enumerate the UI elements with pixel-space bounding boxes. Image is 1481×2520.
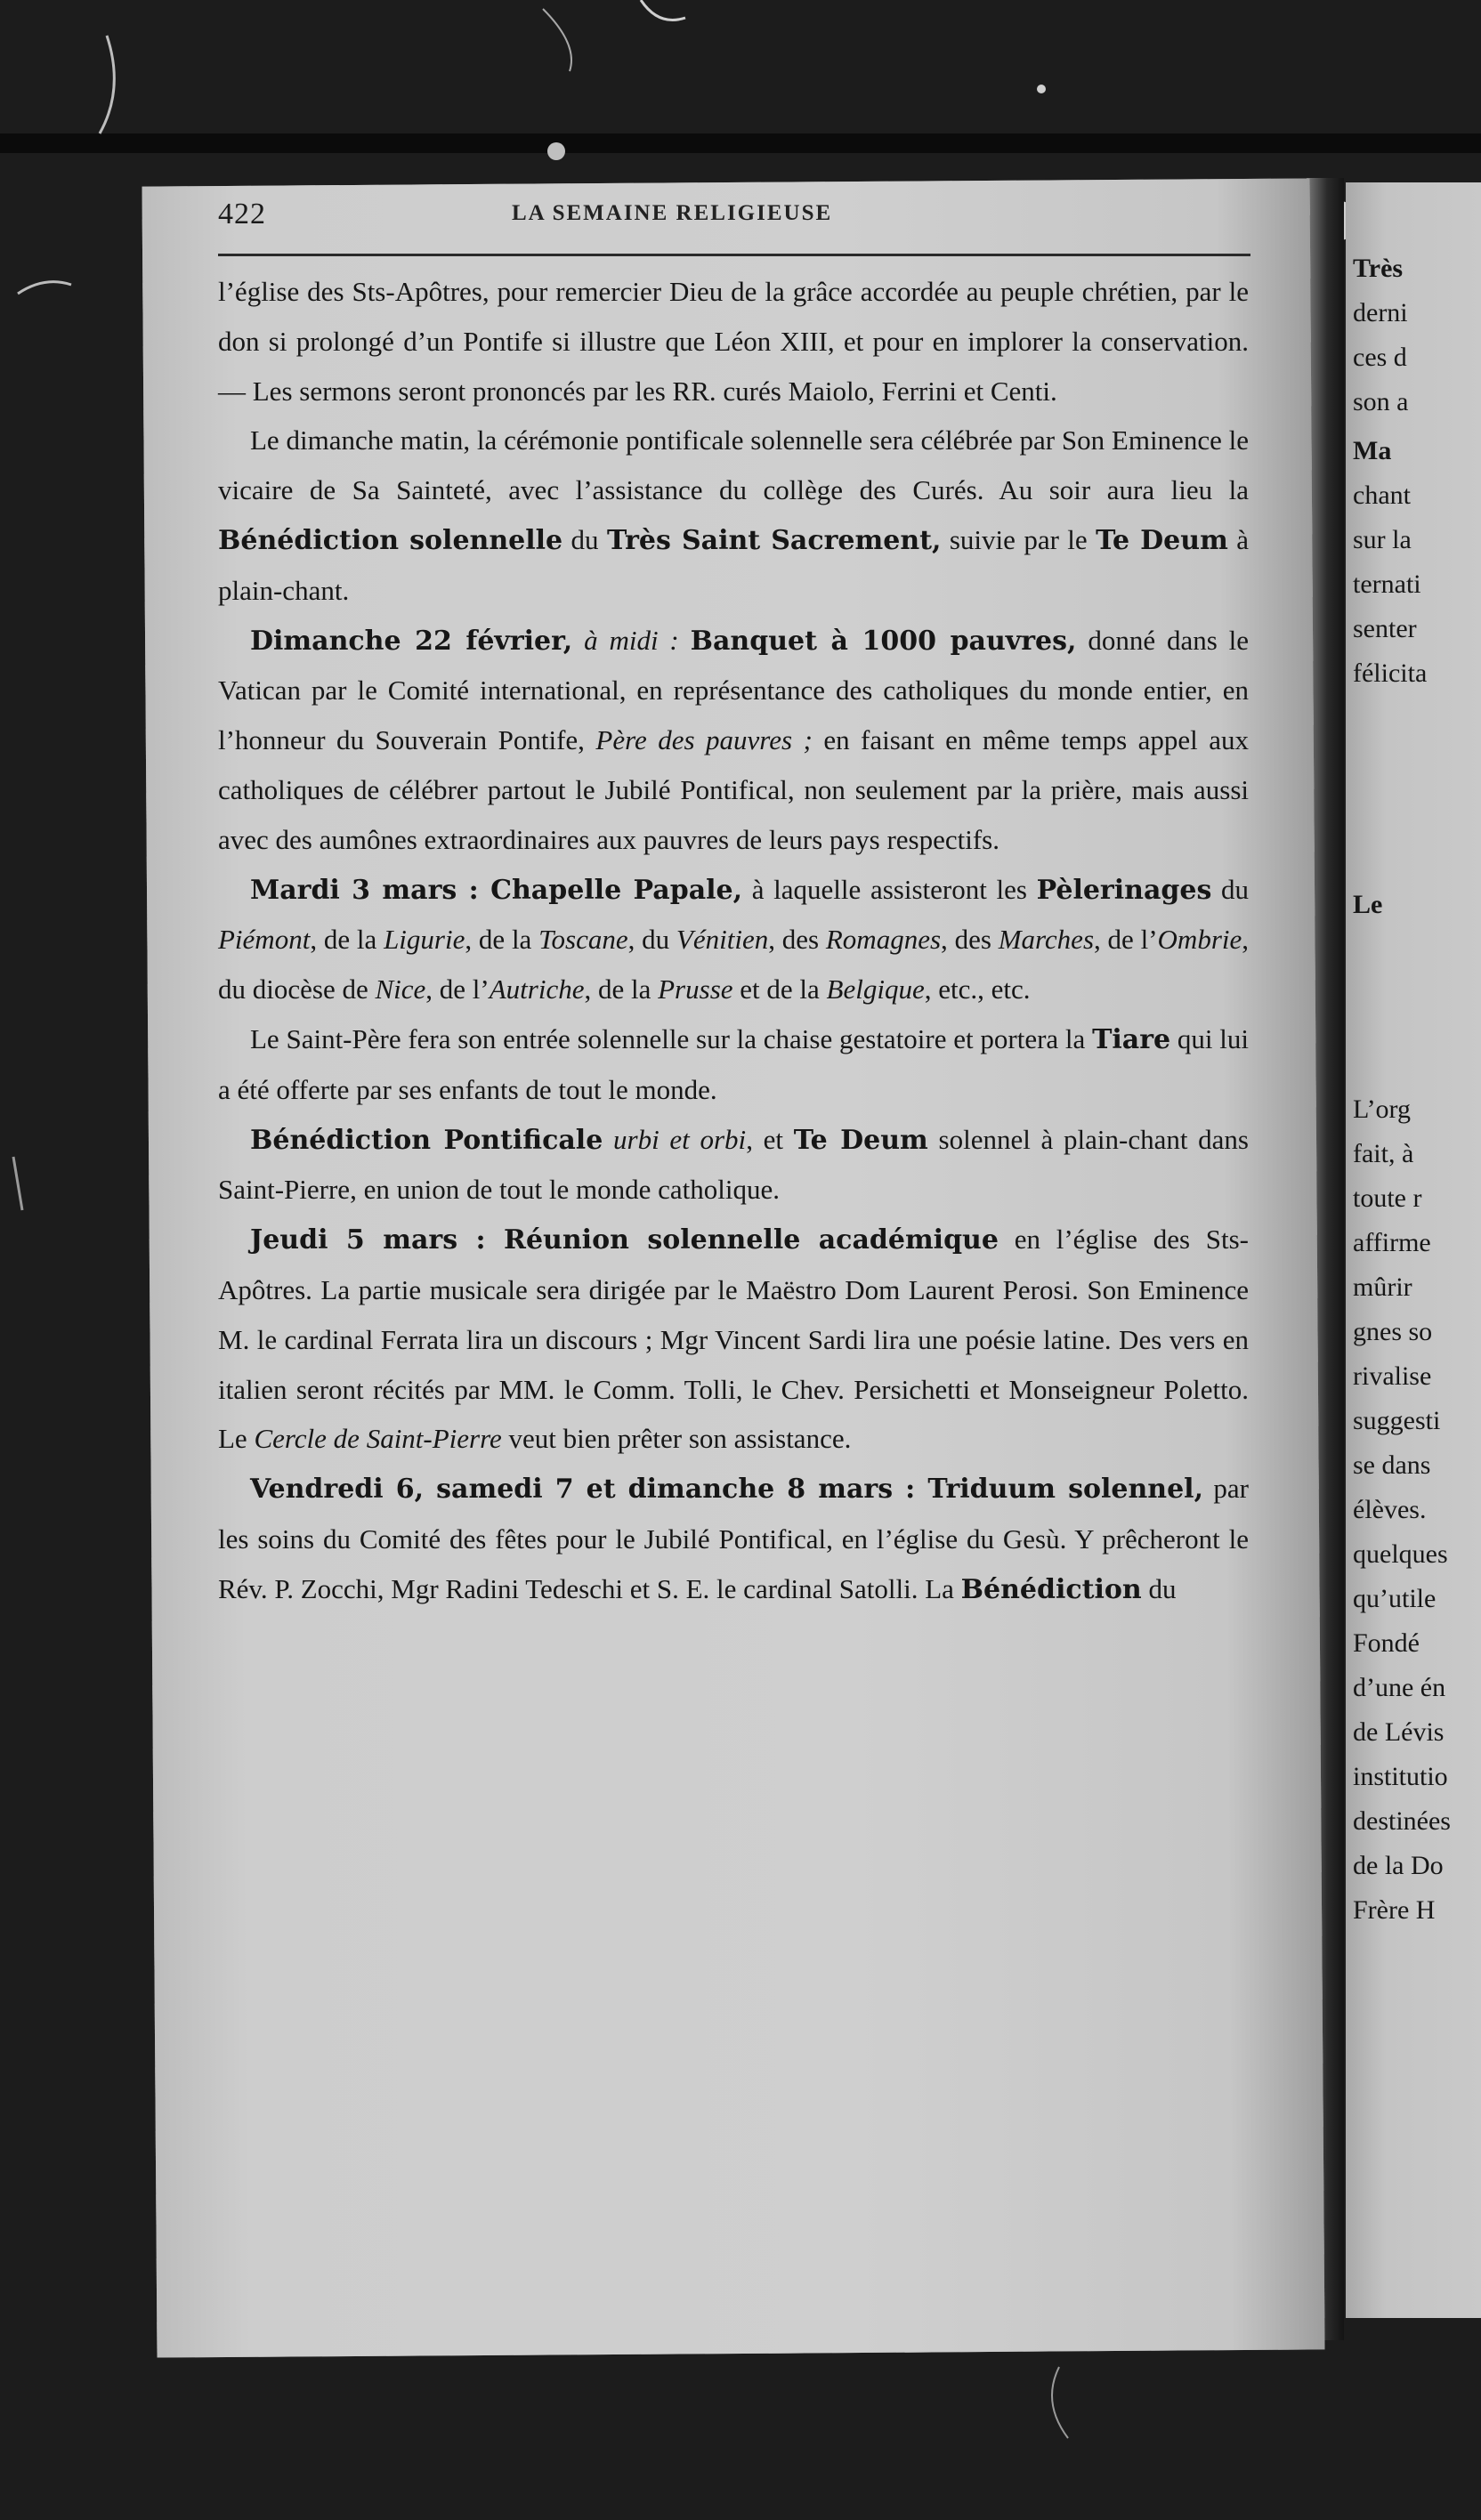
facing-page-line: affirme: [1353, 1228, 1431, 1257]
text-run: et de la: [732, 973, 827, 1006]
facing-page-line: suggesti: [1353, 1406, 1441, 1435]
text-run: à plain-chant.: [218, 523, 1249, 606]
text-run: , et: [746, 1123, 794, 1155]
facing-page-line: se dans: [1353, 1450, 1431, 1480]
paragraph-5: [218, 1014, 1249, 1115]
text-run: du: [1141, 1572, 1177, 1604]
text-run: , de la: [310, 924, 384, 956]
text-run: du: [1211, 873, 1250, 905]
bold-run: Dimanche 22 février,: [250, 625, 573, 657]
text-run: suivie par le: [941, 523, 1097, 555]
facing-page-line: fait, à: [1353, 1139, 1414, 1168]
text-run: , etc., etc.: [924, 973, 1031, 1006]
facing-page-line: Le: [1353, 890, 1383, 919]
bold-run: Te Deum: [1096, 524, 1228, 556]
italic-run: Autriche: [489, 973, 585, 1006]
facing-page-line: chant: [1353, 481, 1411, 510]
text-run: du: [562, 523, 607, 555]
text-run: donné dans le Vatican par le Comité international, en représentance des catholiques du monde entier, en l’honneur du Souverain Pontife,: [218, 624, 1250, 756]
italic-run: Prusse: [658, 973, 733, 1006]
facing-page-line: d’une én: [1353, 1673, 1446, 1702]
text-run: l’église des Sts-Apôtres, pour remercier Dieu de la grâce accordée au peuple chrétien, par le don si prolongé d’un Pontife si illustre que Léon XIII, et pour en implorer la conservation. — Les sermons seront prononcés par les RR. curés Maiolo, Ferrini et Centi.: [218, 276, 1249, 407]
facing-page-line: élèves.: [1353, 1495, 1427, 1524]
text-run: veut bien prêter son assistance.: [501, 1423, 852, 1455]
facing-page-line: quelques: [1353, 1539, 1448, 1569]
text-run: , des: [768, 924, 826, 956]
text-run: qui lui a été offerte par ses enfants de tout le monde.: [218, 1022, 1249, 1105]
facing-page-line: L’org: [1353, 1094, 1412, 1124]
text-run: , du diocèse de: [218, 924, 1250, 1006]
paragraph-8: [218, 1464, 1249, 1614]
paragraph-7: [218, 1215, 1249, 1464]
facing-page-line: Très: [1353, 254, 1404, 283]
paragraph-2: [218, 416, 1249, 615]
facing-page-line: rivalise: [1353, 1361, 1432, 1391]
bold-run: Banquet à 1000 pauvres,: [690, 625, 1077, 657]
facing-page-line: senter: [1353, 614, 1417, 643]
text-run: , de l’: [1094, 924, 1158, 956]
page-number: 422: [218, 198, 266, 230]
facing-page-fragment: [1346, 182, 1481, 2318]
facing-page-line: qu’utile: [1353, 1584, 1436, 1613]
text-run: Le Saint-Père fera son entrée solennelle sur la chaise gestatoire et portera la: [250, 1022, 1093, 1054]
header-rule: [218, 254, 1250, 256]
text-run: , de la: [465, 924, 539, 956]
italic-run: Père des pauvres ;: [595, 724, 813, 756]
paragraph-6: [218, 1115, 1249, 1216]
paragraph-1: [218, 267, 1249, 416]
facing-page-line: félicita: [1353, 658, 1428, 688]
facing-page-line: ternati: [1353, 569, 1421, 599]
italic-run: Belgique: [826, 973, 925, 1006]
italic-run: Nice: [375, 973, 426, 1006]
facing-page-line: Frère H: [1353, 1895, 1436, 1925]
facing-page-line: de Lévis: [1353, 1717, 1445, 1747]
italic-run: Ombrie: [1157, 924, 1242, 956]
bold-run: Bénédiction Pontificale: [250, 1124, 603, 1156]
facing-page-line: mûrir: [1353, 1272, 1412, 1302]
text-run: , des: [941, 924, 999, 956]
italic-run: urbi et orbi: [613, 1123, 747, 1155]
bold-run: Pèlerinages: [1036, 874, 1212, 906]
text-run: , de la: [584, 973, 659, 1006]
italic-run: Ligurie: [384, 924, 465, 956]
facing-page-line: destinées: [1353, 1806, 1451, 1836]
facing-page-line: sur la: [1353, 525, 1412, 554]
paragraph-4: [218, 865, 1249, 1014]
italic-run: à midi :: [584, 624, 679, 656]
text-run: en l’église des Sts-Apôtres. La partie musicale sera dirigée par le Maëstro Dom Laurent Perosi. Son Eminence M. le cardinal Ferrata lira un discours ; Mgr Vincent Sardi lira une poésie latine. Des vers en italien seront récités par MM. le Comm. Tolli, le Chev. Persichetti et Monseigneur Poletto. Le: [218, 1224, 1249, 1455]
bold-run: Te Deum: [793, 1124, 928, 1156]
italic-run: Cercle de Saint-Pierre: [254, 1423, 502, 1455]
text-run: , de l’: [425, 973, 490, 1006]
facing-page-line: toute r: [1353, 1183, 1422, 1213]
italic-run: Piémont: [218, 924, 311, 956]
bold-run: Très Saint Sacrement,: [606, 524, 942, 556]
facing-page-line: derni: [1353, 298, 1408, 327]
text-run: , du: [627, 924, 676, 956]
text-run: à laquelle assisteront les: [742, 873, 1037, 905]
article-body: [218, 267, 1249, 1615]
text-run: [572, 625, 584, 656]
bold-run: Tiare: [1092, 1023, 1171, 1055]
running-head: [218, 198, 1250, 251]
italic-run: Marches: [998, 924, 1095, 956]
text-run: [679, 625, 691, 656]
italic-run: Vénitien: [676, 924, 769, 956]
facing-page-line: ces d: [1353, 343, 1407, 372]
journal-title: LA SEMAINE RELIGIEUSE: [512, 201, 833, 225]
facing-page-line: institutio: [1353, 1762, 1448, 1791]
facing-page-line: de la Do: [1353, 1851, 1444, 1880]
bold-run: Bénédiction: [960, 1573, 1142, 1605]
bold-run: Bénédiction solennelle: [218, 524, 563, 556]
bold-run: Mardi 3 mars : Chapelle Papale,: [250, 874, 743, 906]
italic-run: Toscane: [538, 924, 628, 956]
facing-page-line: gnes so: [1353, 1317, 1433, 1346]
facing-page-line: son a: [1353, 387, 1409, 416]
facing-page-line: Fondé: [1353, 1628, 1420, 1658]
italic-run: Romagnes: [825, 924, 942, 956]
text-run: [603, 1124, 613, 1155]
facing-page-line: Ma: [1353, 436, 1392, 465]
text-run: par les soins du Comité des fêtes pour le Jubilé Pontifical, en l’église du Gesù. Y prêcheront le Rév. P. Zocchi, Mgr Radini Tedeschi et S. E. le cardinal Satolli. La: [218, 1473, 1249, 1604]
text-run: en faisant en même temps appel aux catholiques de célébrer partout le Jubilé Pontifical, non seulement par la prière, mais aussi avec des aumônes extraordinaires aux pauvres de leurs pays respectifs.: [218, 724, 1249, 855]
text-run: Le dimanche matin, la cérémonie pontificale solennelle sera célébrée par Son Eminence le vicaire de Sa Sainteté, avec l’assistance du collège des Curés. Au soir aura lieu la: [218, 424, 1249, 506]
paragraph-3: [218, 616, 1249, 865]
text-run: solennel à plain-chant dans Saint-Pierre, en union de tout le monde catholique.: [218, 1123, 1249, 1206]
bold-run: Jeudi 5 mars : Réunion solennelle académique: [250, 1224, 999, 1256]
bold-run: Vendredi 6, samedi 7 et dimanche 8 mars : Triduum solennel,: [250, 1474, 1204, 1506]
